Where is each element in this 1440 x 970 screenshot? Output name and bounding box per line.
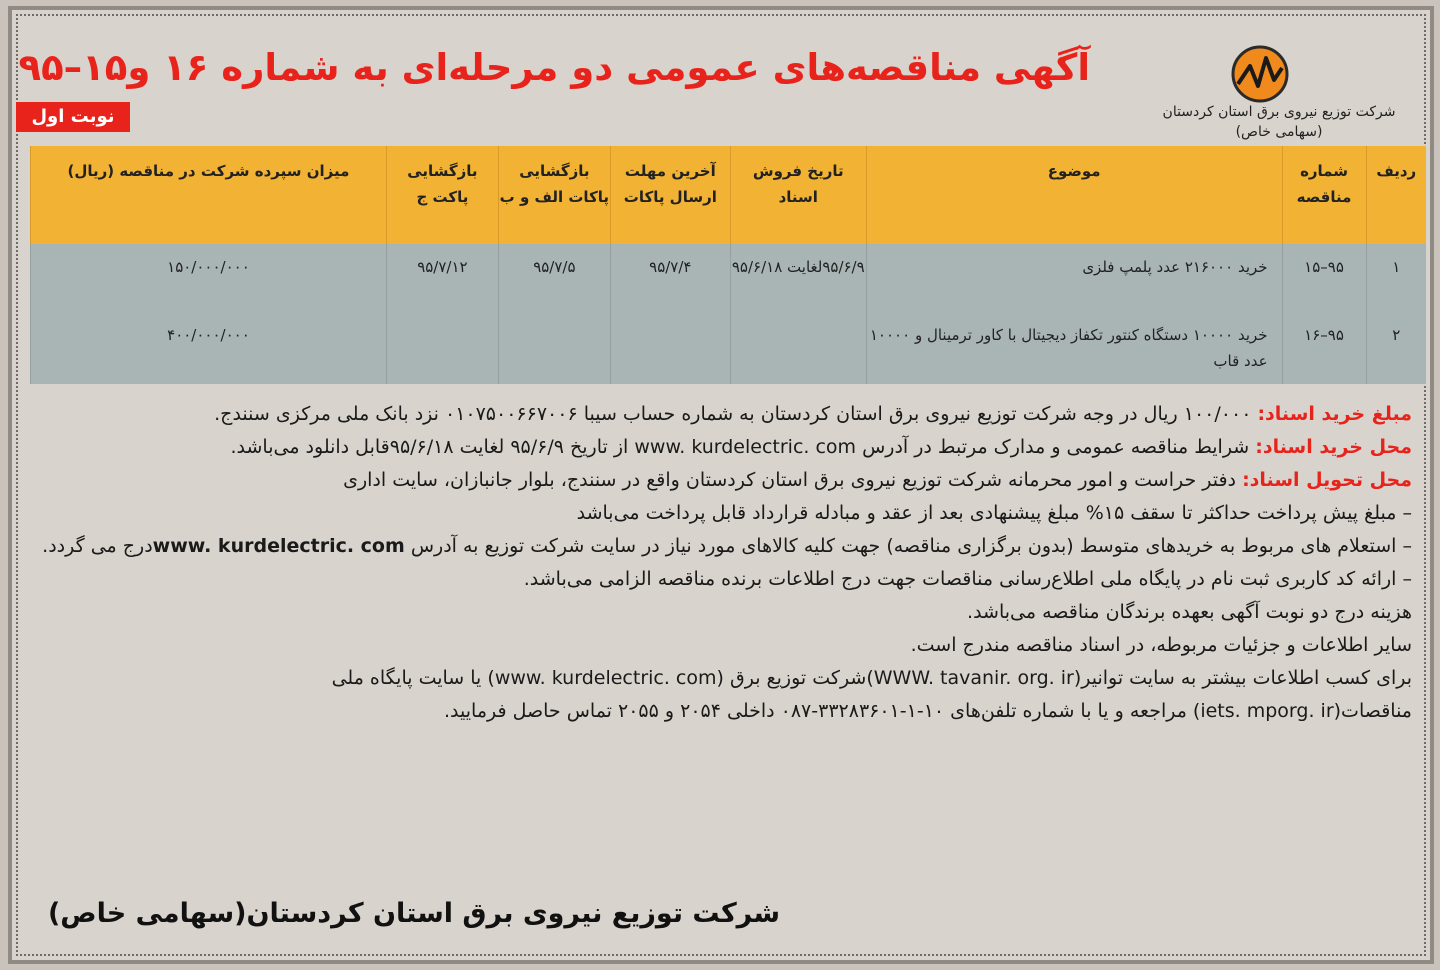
- inquiry-text: – استعلام های مربوط به خریدهای متوسط (بدون برگزاری مناقصه) جهت کلیه کالاهای مورد نیاز در سایت شرکت توزیع به آدرس: [410, 535, 1412, 557]
- company-name: [1144, 102, 1414, 142]
- first-publication-badge: نوبت اول: [16, 102, 130, 132]
- place-paragraph: [16, 431, 1412, 464]
- cell-deposit: ۴۰۰/۰۰۰/۰۰۰: [31, 312, 387, 384]
- cell-opening-c: ۹۵/۷/۱۲: [386, 244, 498, 312]
- footer-signature: شرکت توزیع نیروی برق استان کردستان(سهامی خاص): [47, 898, 780, 929]
- user-code-line: – ارائه کد کاربری ثبت نام در پایگاه ملی اطلاع‌رسانی مناقصات جهت درج اطلاعات برنده مناقصه الزامی می‌باشد.: [523, 568, 1412, 590]
- cell-row-number: ۱: [1366, 244, 1426, 312]
- delivery-text: دفتر حراست و امور محرمانه شرکت توزیع نیروی برق استان کردستان واقع در سنندج، بلوار جانبازان، سایت اداری: [343, 469, 1237, 491]
- table-row: [31, 312, 1427, 384]
- header-subject: موضوع: [866, 146, 1282, 244]
- cell-tender-number: ۹۵–۱۵: [1282, 244, 1366, 312]
- cell-deposit: ۱۵۰/۰۰۰/۰۰۰: [31, 244, 387, 312]
- cell-opening-ab: ۹۵/۷/۵: [498, 244, 610, 312]
- header-tender-number: شماره مناقصه: [1282, 146, 1366, 244]
- cell-sale-date: [730, 312, 866, 384]
- advert-cost-line: هزینه درج دو نوبت آگهی بعهده برندگان مناقصه می‌باشد.: [967, 601, 1412, 623]
- cell-sale-date: ۹۵/۶/۹لغایت ۹۵/۶/۱۸: [730, 244, 866, 312]
- tender-notice: [8, 6, 1434, 964]
- header-sale-date: تاریخ فروش اسناد: [730, 146, 866, 244]
- notice-body: [16, 398, 1412, 728]
- cell-deadline: [610, 312, 730, 384]
- cell-opening-ab: [498, 312, 610, 384]
- price-paragraph: [16, 398, 1412, 431]
- header-opening-ab: بازگشایی پاکات الف و ب: [498, 146, 610, 244]
- contact-line-2: مناقصات(iets. mporg. ir) مراجعه و یا با شماره تلفن‌های ۱۰-۱-۳۳۲۸۳۶۰۱-۰۸۷ داخلی ۲۰۵۴ و ۲۰۵۵ تماس حاصل فرمایید.: [444, 700, 1412, 722]
- price-label: مبلغ خرید اسناد:: [1257, 403, 1412, 425]
- cell-deadline: ۹۵/۷/۴: [610, 244, 730, 312]
- delivery-paragraph: [16, 464, 1412, 497]
- tender-table: [30, 146, 1426, 384]
- company-logo-icon: [1230, 44, 1290, 104]
- contact-line-1: برای کسب اطلاعات بیشتر به سایت توانیر(WWW. tavanir. org. ir)شرکت توزیع برق (www. kurdelectric. com) یا سایت پایگاه ملی: [331, 667, 1412, 689]
- place-label: محل خرید اسناد:: [1255, 436, 1412, 458]
- place-text: شرایط مناقصه عمومی و مدارک مرتبط در آدرس www. kurdelectric. com از تاریخ ۹۵/۶/۹ لغایت ۹۵/۶/۱۸قابل دانلود می‌باشد.: [230, 436, 1250, 458]
- inquiry-end-text: درج می گردد.: [42, 535, 153, 557]
- header-deadline: آخرین مهلت ارسال پاکات: [610, 146, 730, 244]
- prepayment-line: – مبلغ پیش پرداخت حداکثر تا سقف ۱۵% مبلغ پیشنهادی بعد از عقد و مبادله قرارداد قابل پرداخت می‌باشد: [576, 502, 1412, 524]
- inquiry-paragraph: [16, 530, 1412, 563]
- header-row-number: ردیف: [1366, 146, 1426, 244]
- company-name-line1: شرکت توزیع نیروی برق استان کردستان: [1162, 104, 1396, 120]
- company-website-link[interactable]: www. kurdelectric. com: [152, 535, 405, 557]
- cell-opening-c: [386, 312, 498, 384]
- table-header-row: [31, 146, 1427, 244]
- table-row: [31, 244, 1427, 312]
- header-deposit: میزان سپرده شرکت در مناقصه (ریال): [31, 146, 387, 244]
- cell-tender-number: ۹۵–۱۶: [1282, 312, 1366, 384]
- notice-title: آگهی مناقصه‌های عمومی دو مرحله‌ای به شماره ۱۶ و۱۵–۹۵: [18, 46, 1090, 89]
- cell-subject: خرید ۲۱۶۰۰۰ عدد پلمپ فلزی: [866, 244, 1282, 312]
- cell-subject: خرید ۱۰۰۰۰ دستگاه کنتور تکفاز دیجیتال با کاور ترمینال و ۱۰۰۰۰ عدد قاب: [866, 312, 1282, 384]
- price-text: ۱۰۰/۰۰۰ ریال در وجه شرکت توزیع نیروی برق استان کردستان به شماره حساب سیبا ۰۱۰۷۵۰۰۶۶۷۰۰۶ نزد بانک ملی مرکزی سنندج.: [214, 403, 1252, 425]
- company-name-line2: (سهامی خاص): [1235, 124, 1323, 140]
- header-opening-c: بازگشایی پاکت ج: [386, 146, 498, 244]
- other-info-line: سایر اطلاعات و جزئیات مربوطه، در اسناد مناقصه مندرج است.: [910, 634, 1412, 656]
- delivery-label: محل تحویل اسناد:: [1242, 469, 1412, 491]
- cell-row-number: ۲: [1366, 312, 1426, 384]
